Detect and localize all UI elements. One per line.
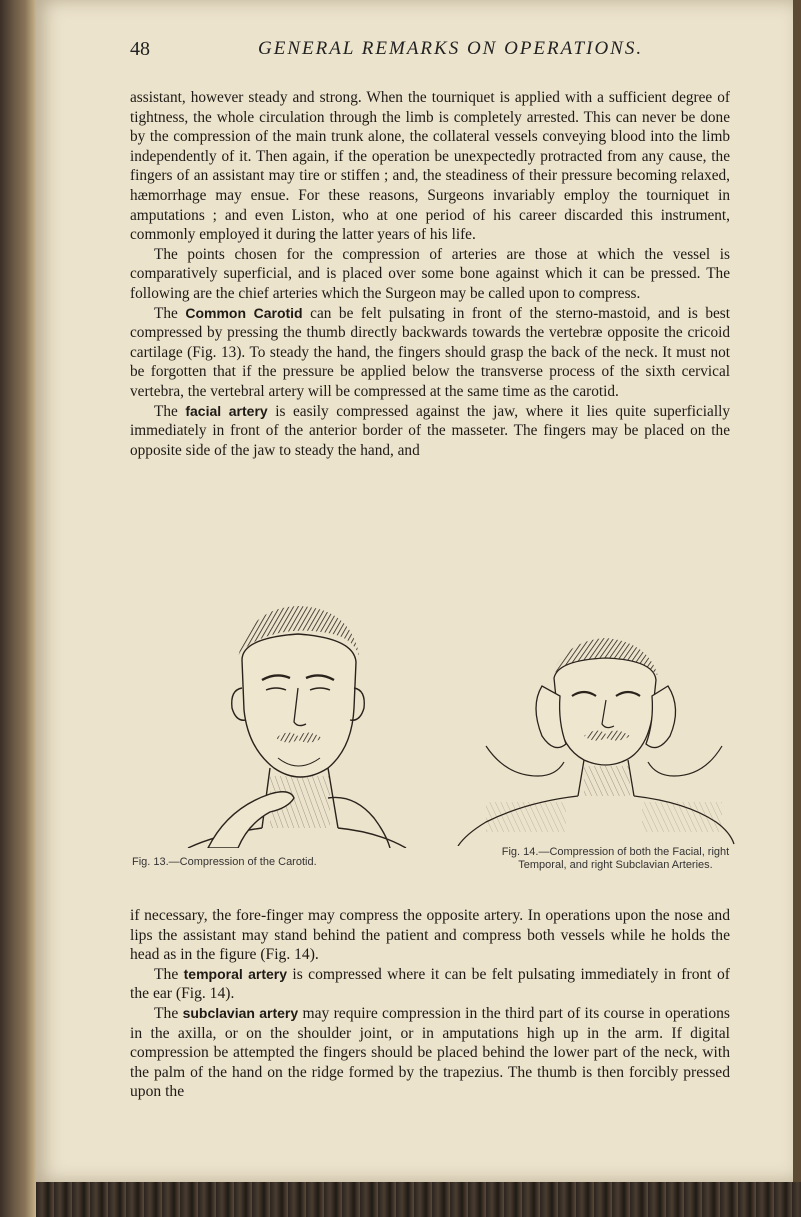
term-common-carotid: Common Carotid [185, 304, 303, 321]
subclavian-text: may require compression in the third part of its course in operations in the axilla, or on the shoulder joint, or in amputations high up in the arm. If digital compression be attempted the fingers should be placed behind the lower part of the neck, with the palm of the hand on the ridge formed by the trapezius. The thumb is then forcibly pressed upon the [130, 1004, 730, 1101]
paragraph-temporal [130, 965, 730, 1004]
term-subclavian-artery: subclavian artery [182, 1004, 299, 1021]
running-head: GENERAL REMARKS ON OPERATIONS. [258, 38, 644, 59]
body-text-top [130, 88, 730, 460]
body-text-bottom [130, 906, 730, 1102]
facial-pre: The [154, 402, 186, 420]
paragraph-continuation: if necessary, the fore-finger may compress the opposite artery. In operations upon the nose and lips the assistant may stand behind the patient and compress both vessels while he holds the head as in the figure (Fig. 14). [130, 907, 730, 964]
paragraph-subclavian [130, 1004, 730, 1102]
book-binding [0, 0, 36, 1217]
figure-14-caption: Fig. 14.—Compression of both the Facial, right Temporal, and right Subclavian Arteries. [501, 846, 730, 871]
paragraph-compression-points: The points chosen for the compression of arteries are those at which the vessel is comparatively superficial, and is placed over some bone against which it can be pressed. The following are the chief arteries which the Surgeon may be called upon to compress. [130, 245, 730, 302]
subclavian-pre: The [154, 1004, 183, 1022]
figure-13-caption: Fig. 13.—Compression of the Carotid. [132, 856, 317, 868]
paragraph-tourniquet: assistant, however steady and strong. When the tourniquet is applied with a sufficient degree of tightness, the whole circulation through the limb is completely arrested. This can never be done by the compression of the main trunk alone, the collateral vessels conveying blood into the limb independently of it. Then again, if the operation be unexpectedly protracted from any cause, the fingers of an assistant may tire or stiffen ; and, the steadiness of their pressure becoming relaxed, hæmorrhage may ensue. For these reasons, Surgeons invariably employ the tourniquet in amputations ; and even Liston, who at one period of his career discarded this instrument, commonly employed it during the latter years of his life. [130, 89, 730, 244]
facial-text: is easily compressed against the jaw, where it lies quite superficially immediately in front of the anterior border of the masseter. The fingers may be placed on the opposite side of the jaw to steady the hand, and [130, 402, 730, 459]
carotid-pre: The [154, 304, 186, 322]
figure-14-illustration [446, 626, 736, 846]
temporal-text: is compressed where it can be felt pulsating immediately in front of the ear (Fig. 14). [130, 965, 730, 1003]
page-bottom-edge [36, 1182, 801, 1217]
carotid-text: can be felt pulsating in front of the sterno-mastoid, and is best compressed by pressing the thumb directly backwards towards the vertebræ opposite the cricoid cartilage (Fig. 13). To steady the hand, the fingers should grasp the back of the neck. It must not be forgotten that if the pressure be applied below the transverse process of the sixth cervical vertebra, the vertebral artery will be compressed at the same time as the carotid. [130, 304, 730, 400]
paragraph-facial [130, 402, 730, 461]
term-facial-artery: facial artery [185, 402, 268, 419]
paragraph-carotid [130, 304, 730, 402]
figure-13-illustration [178, 598, 408, 848]
term-temporal-artery: temporal artery [183, 965, 288, 982]
page-header [130, 38, 750, 68]
temporal-pre: The [154, 965, 184, 983]
page-number: 48 [130, 38, 150, 60]
